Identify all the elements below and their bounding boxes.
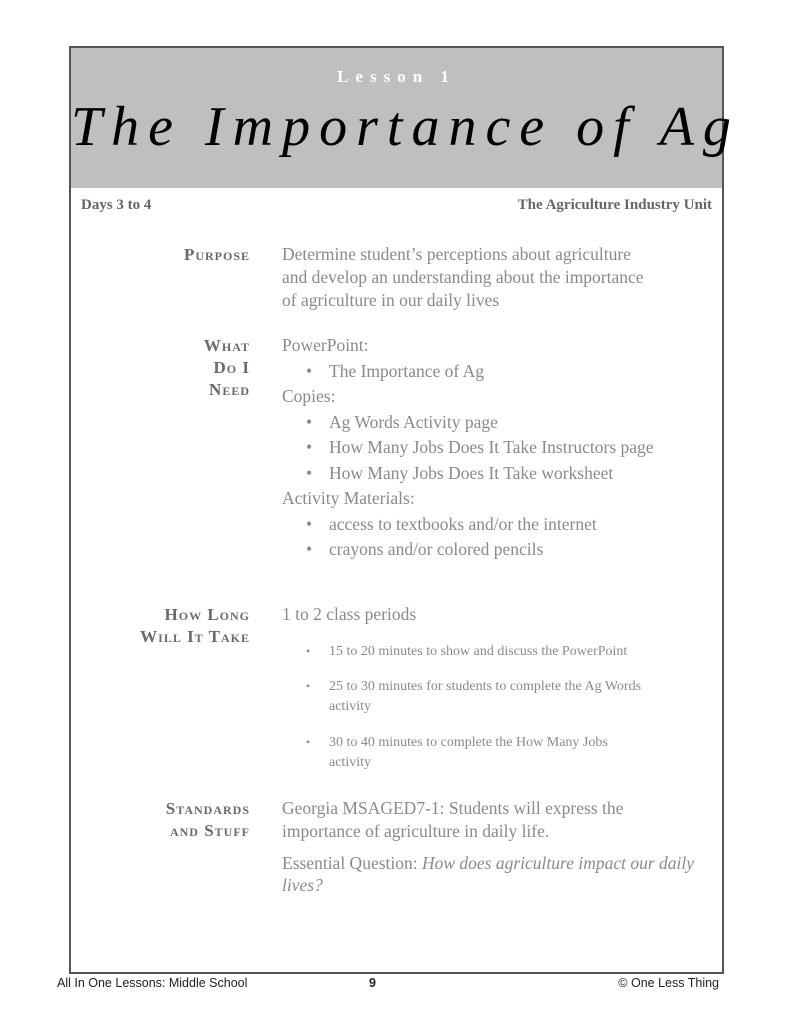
list-item: • Ag Words Activity page xyxy=(282,410,712,436)
standards-text xyxy=(282,797,712,843)
how-long-label xyxy=(140,604,250,648)
bullet-icon: • xyxy=(306,411,313,432)
bullet-icon: • xyxy=(306,360,313,381)
unit-label: The Agriculture Industry Unit xyxy=(517,197,712,213)
bullet-icon: • xyxy=(306,735,311,749)
days-label: Days 3 to 4 xyxy=(81,197,152,213)
group-heading: Copies: xyxy=(282,386,336,406)
lesson-title: The Importance of Ag xyxy=(71,96,740,158)
label-line: and Stuff xyxy=(169,821,250,840)
eq-question: How does agriculture impact our daily xyxy=(421,853,695,873)
eq-question-cont: lives? xyxy=(282,875,323,895)
list-item: • crayons and/or colored pencils xyxy=(282,537,712,563)
duration-item: • 30 to 40 minutes to complete the How Many Jobs activity xyxy=(306,735,608,770)
bullet-icon: • xyxy=(306,679,311,693)
purpose-line: and develop an understanding about the importance xyxy=(282,267,644,287)
essential-question xyxy=(282,852,712,896)
bullet-icon: • xyxy=(306,437,313,457)
duration-summary: 1 to 2 class periods xyxy=(282,604,417,624)
label-line: What xyxy=(203,336,250,355)
bullet-icon: • xyxy=(306,462,313,483)
page-number: 9 xyxy=(369,976,376,990)
what-do-i-need-label xyxy=(204,335,250,401)
standard-line: importance of agriculture in daily life. xyxy=(282,821,550,841)
bullet-icon: • xyxy=(306,644,311,658)
label-line: Will It Take xyxy=(140,627,250,646)
label-line: Do I xyxy=(213,358,250,377)
group-heading: PowerPoint: xyxy=(282,335,369,355)
label-line: Need xyxy=(209,380,250,399)
list-item: • The Importance of Ag xyxy=(282,359,712,385)
purpose-line: Determine student’s perceptions about agriculture xyxy=(282,244,631,264)
standards-label xyxy=(166,798,250,842)
list-item: • How Many Jobs Does It Take Instructors page xyxy=(282,435,712,461)
purpose-line: of agriculture in our daily lives xyxy=(282,290,500,310)
purpose-text xyxy=(282,243,712,312)
list-item: • access to textbooks and/or the internet xyxy=(282,512,712,538)
footer-book-title: All In One Lessons: Middle School xyxy=(57,976,248,990)
purpose-label: Purpose xyxy=(183,245,250,264)
bullet-icon: • xyxy=(306,513,313,534)
label-line: How Long xyxy=(164,605,250,624)
eq-prefix: Essential Question: xyxy=(282,853,422,873)
bullet-icon: • xyxy=(306,539,313,559)
list-item: • How Many Jobs Does It Take worksheet xyxy=(282,461,712,487)
duration-item: • 15 to 20 minutes to show and discuss the PowerPoint xyxy=(282,642,712,662)
lesson-number: Lesson 1 xyxy=(337,67,456,86)
footer-copyright: © One Less Thing xyxy=(618,976,719,990)
materials-list xyxy=(282,333,712,563)
title-banner xyxy=(71,48,740,188)
lesson-frame xyxy=(69,46,740,974)
duration-item: • 25 to 30 minutes for students to complete the Ag Words activity xyxy=(306,679,642,714)
group-heading: Activity Materials: xyxy=(282,488,415,508)
label-line: Standards xyxy=(165,799,250,818)
standard-line: Georgia MSAGED7-1: Students will express the xyxy=(282,798,624,818)
